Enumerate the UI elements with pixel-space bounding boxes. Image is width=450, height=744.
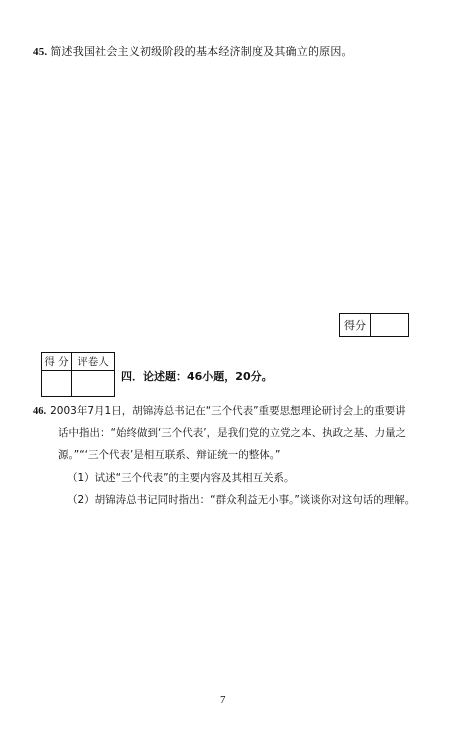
question-45 xyxy=(33,43,353,59)
sub-question-2: （2）胡锦涛总书记同时指出：“群众利益无小事。”谈谈你对这句话的理解。 xyxy=(67,494,416,506)
section-title: 四．论述题：46小题，20分。 xyxy=(121,370,273,383)
grader-header: 评卷人 xyxy=(72,353,114,371)
question-text: 简述我国社会主义初级阶段的基本经济制度及其确立的原因。 xyxy=(50,45,353,58)
question-text-line3: 源。”“‘三个代表’是相互联系、辩证统一的整体。” xyxy=(58,449,281,461)
grader-cell xyxy=(72,371,114,396)
question-number: 46. xyxy=(33,406,47,417)
score-box xyxy=(339,313,409,337)
sub-question-1: （1）试述“三个代表”的主要内容及其相互关系。 xyxy=(67,472,295,484)
score-blank xyxy=(371,314,408,336)
score-label: 得分 xyxy=(340,314,371,336)
question-number: 45. xyxy=(33,46,48,58)
grader-table xyxy=(41,352,115,397)
page-number: 7 xyxy=(220,694,226,706)
score-header: 得 分 xyxy=(42,353,72,371)
question-46 xyxy=(33,403,406,418)
score-cell xyxy=(42,371,72,396)
question-text-line2: 话中指出：“始终做到‘三个代表’，是我们党的立党之本、执政之基、力量之 xyxy=(58,427,407,439)
question-text-line1: 2003年7月1日，胡锦涛总书记在“三个代表”重要思想理论研讨会上的重要讲 xyxy=(50,405,406,417)
